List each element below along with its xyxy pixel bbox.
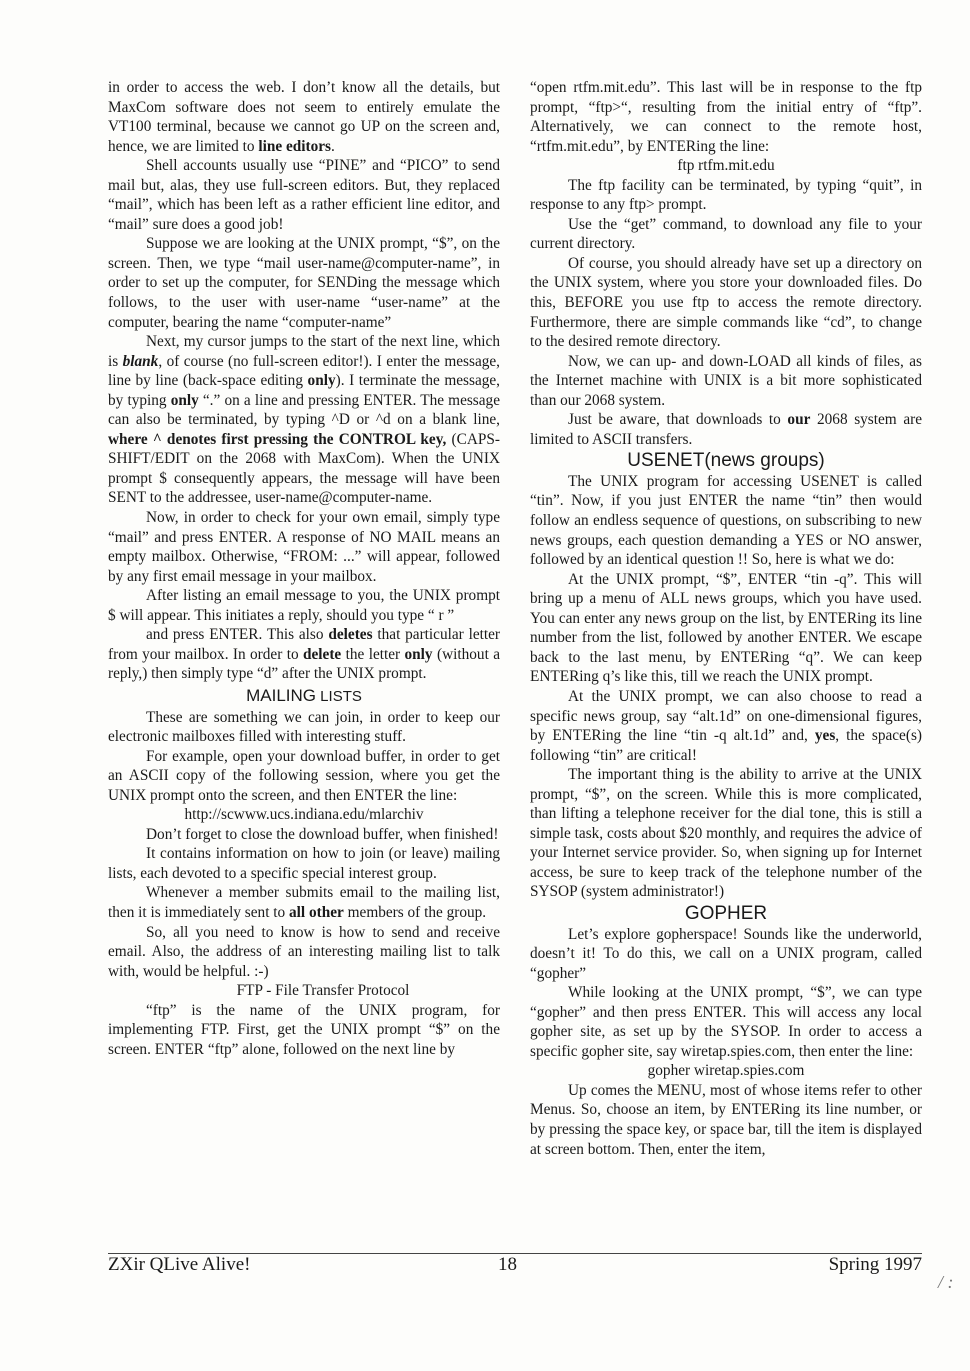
pen-mark-icon: / : <box>938 1272 954 1292</box>
paragraph: The ftp facility can be terminated, by typing “quit”, in response to any ftp> prompt. <box>530 176 922 214</box>
page-number: 18 <box>498 1254 517 1275</box>
mailing-lists-heading: MAILING LISTS <box>246 685 362 705</box>
paragraph: and press ENTER. This also deletes that particular letter from your mailbox. In order to delete the letter only (without a reply,) then simply type “d” after the UNIX prompt. <box>108 626 501 683</box>
ftp-command-line: ftp rtfm.mit.edu <box>677 157 775 175</box>
paragraph: The important thing is the ability to arrive at the UNIX prompt, “$”, on the screen. While this is more complicated, than lifting a telephone receiver for the dial tone, this is still a simple task, costs about $20 monthly, and requires the advice of your Internet service provider. So, when signing up for Internet access, be sure to keep track of the telephone number of the SYSOP (system administrator!) <box>530 766 922 901</box>
paragraph: Shell accounts usually use “PINE” and “PICO” to send mail but, alas, they use full-screen editors. But, they replaced “mail”, which has been left as a rather efficient line editor, and “mail” sure does a good job! <box>108 157 500 233</box>
paragraph: Suppose we are looking at the UNIX prompt, “$”, on the screen. Then, we type “mail user-name@computer-name”, in order to set up the computer, for SENDing the message which follows, to the user with user-name “user-name” at the computer, bearing the name “computer-name” <box>108 235 500 331</box>
usenet-heading: USENET(news groups) <box>627 450 825 472</box>
page-footer <box>108 1254 922 1280</box>
paragraph: While looking at the UNIX prompt, “$”, we can type “gopher” and then press ENTER. This will access any local gopher site, as set up by the SYSOP. In order to access a specific gopher site, say wiretap.spies.com, then enter the line: <box>530 984 922 1060</box>
paragraph: The UNIX program for accessing USENET is called “tin”. Now, if you just ENTER the name “tin” then would follow an endless sequence of questions, on subscribing to new news groups, each question demanding a YES or NO answer, followed by an identical question !! So, here is what we do: <box>530 472 922 569</box>
gopher-command-line: gopher wiretap.spies.com <box>647 1062 805 1080</box>
paragraph: “ftp” is the name of the UNIX program, for implementing FTP. First, get the UNIX prompt “$” on the screen. ENTER “ftp” alone, followed on the next line by <box>108 1001 500 1058</box>
publication-title: ZXir QLive Alive! <box>108 1254 251 1275</box>
paragraph: At the UNIX prompt, we can also choose to read a specific news group, say “alt.1d” on one-dimensional figures, by ENTERing the line “tin -q alt.1d” and, yes, the space(s) following “tin” are critical! <box>530 687 922 764</box>
paragraph: It contains information on how to join (or leave) mailing lists, each devoted to a specific special interest group. <box>108 845 500 882</box>
paragraph: Let’s explore gopherspace! Sounds like the underworld, doesn’t it! To do this, we call on a UNIX program, called “gopher” <box>530 925 922 982</box>
paragraph: Just be aware, that downloads to our 2068 system are limited to ASCII transfers. <box>530 411 922 448</box>
paragraph: Next, my cursor jumps to the start of the next line, which is blank, of course (no full-screen editor!). I enter the message, line by line (back-space editing only). I terminate the message, by typing only “.” on a line and pressing ENTER. The message can also be terminated, by typing ^D or ^d on a blank line, where ^ denotes first pressing the CONTROL key, (CAPS-SHIFT/EDIT on the 2068 with MaxCom). When the UNIX prompt $ consequently appears, the message will have been SENT to the addressee, user-name@computer-name. <box>108 333 501 507</box>
issue-date: Spring 1997 <box>828 1254 922 1275</box>
gopher-heading: GOPHER <box>684 902 768 924</box>
paragraph: After listing an email message to you, the UNIX prompt $ will appear. This initiates a reply, should you type “ r ” <box>108 587 500 624</box>
url-line: http://scwww.ucs.indiana.edu/mlarchiv <box>184 806 424 824</box>
paragraph: Don’t forget to close the download buffer, when finished! <box>146 825 499 843</box>
ftp-heading: FTP - File Transfer Protocol <box>236 982 410 1000</box>
paragraph: “open rtfm.mit.edu”. This last will be in response to the ftp prompt, “ftp>“, resulting from the initial entry of “ftp”. Alternatively, we can connect to the remote host, “rtfm.mit.edu”, by ENTERing the line: <box>530 79 922 155</box>
paragraph: So, all you need to know is how to send and receive email. Also, the address of an interesting mailing list to talk with, would be helpful. :-) <box>108 923 500 980</box>
paragraph: These are something we can join, in order to keep our electronic mailboxes filled with interesting stuff. <box>108 708 500 746</box>
paragraph: Of course, you should already have set up a directory on the UNIX system, where you store your downloaded files. Do this, BEFORE you use ftp to access the remote directory. Furthermore, there are simple commands like “cd”, to change to the desired remote directory. <box>530 254 922 351</box>
paragraph: At the UNIX prompt, “$”, ENTER “tin -q”. This will bring up a menu of ALL news groups, which you have used. You can enter any news group on the list, by ENTERing its line number from the list, followed by another ENTER. We escape back to the last menu, by ENTERing “q”. We can keep ENTERing q’s like this, till we reach the UNIX prompt. <box>530 570 922 686</box>
paragraph: Use the “get” command, to download any file to your current directory. <box>530 215 922 253</box>
left-column <box>108 78 500 1059</box>
paragraph: Now, we can up- and down-LOAD all kinds of files, as the Internet machine with UNIX is a bit more sophisticated than our 2068 system. <box>530 352 922 409</box>
paragraph: Now, in order to check for your own email, simply type “mail” and press ENTER. A response of NO MAIL means an empty mailbox. Otherwise, “FROM: ...” will appear, followed by any first email message in your mailbox. <box>108 509 500 585</box>
right-column <box>530 78 922 1159</box>
paragraph: Whenever a member submits email to the mailing list, then it is immediately sent to all other members of the group. <box>108 884 500 921</box>
paragraph: For example, open your download buffer, in order to get an ASCII copy of the following session, where you get the UNIX prompt onto the screen, and then ENTER the line: <box>108 747 500 804</box>
paragraph: Up comes the MENU, most of whose items refer to other Menus. So, choose an item, by ENTERing its line number, or by pressing the space key, or space bar, till the item is displayed at screen bottom. Then, enter the item, <box>530 1081 922 1158</box>
paragraph: in order to access the web. I don’t know all the details, but MaxCom software does not seem to entirely emulate the VT100 terminal, because we cannot go UP on the screen and, hence, we are limited to line editors. <box>108 79 500 155</box>
